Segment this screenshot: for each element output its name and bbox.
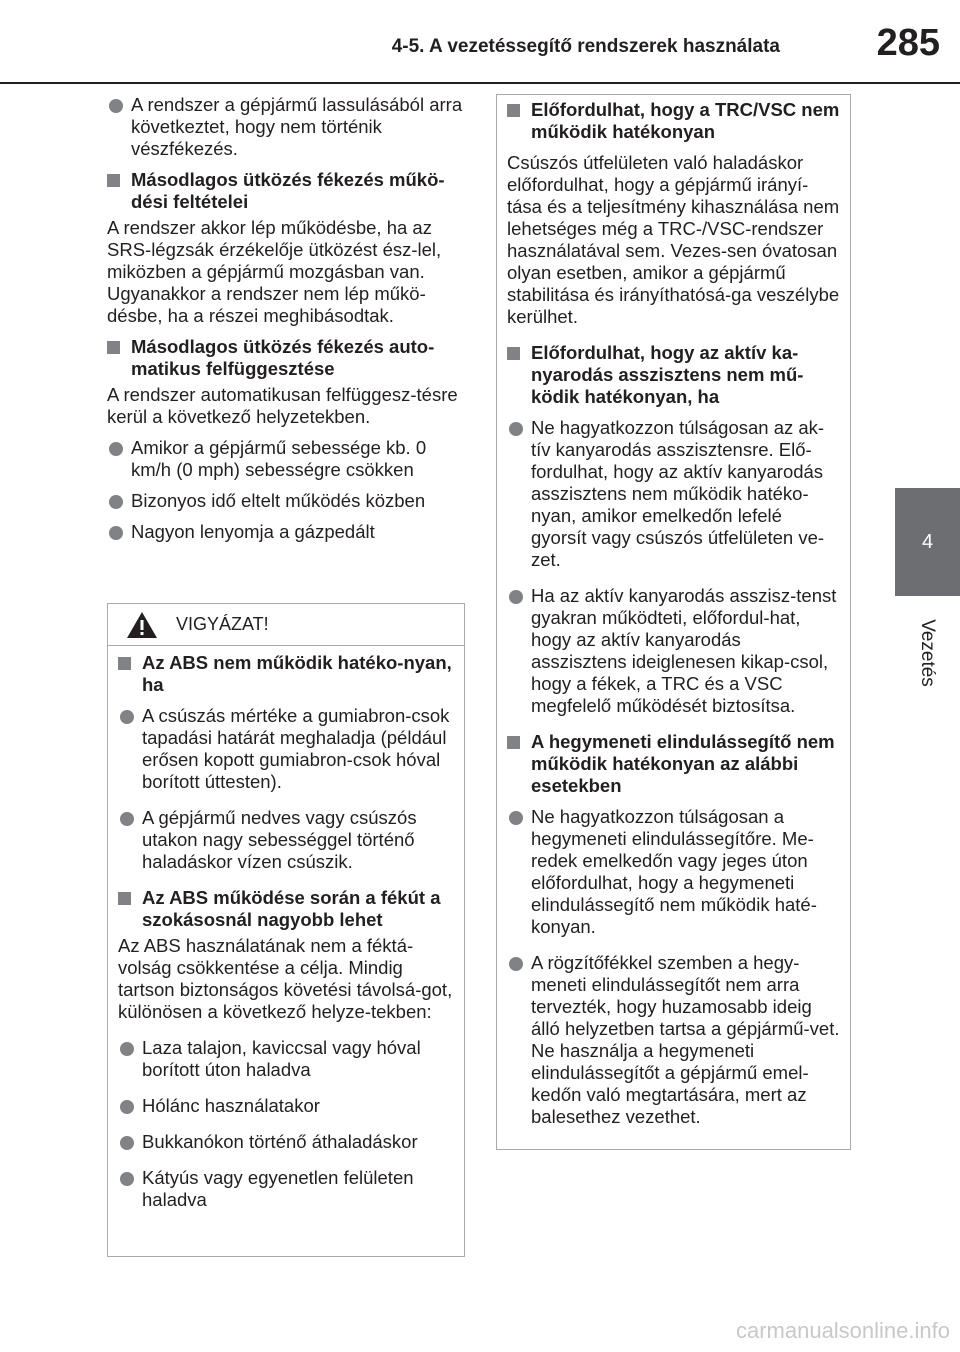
warning-title: VIGYÁZAT!: [176, 614, 269, 634]
list-item: Bizonyos idő eltelt működés közben: [107, 490, 469, 512]
header-rule: [0, 82, 960, 84]
chapter-number: 4: [921, 530, 934, 553]
list-item: A rögzítőfékkel szemben a hegy-meneti elindulássegítőt nem arra tervezték, hogy huzamosabb ideig álló helyzetben tartsa a gépjármű-vet. Ne használja a hegymeneti elindulássegítőt a gépjármű emel-kedőn való megtartására, mert az balesethez vezethet.: [507, 952, 840, 1128]
list-item: Nagyon lenyomja a gázpedált: [107, 521, 469, 543]
section-heading: Az ABS nem működik hatéko-nyan, ha: [118, 652, 454, 696]
list-item: A csúszás mértéke a gumiabron-csok tapadási határát meghaladja (például erősen kopott gumiabron-csok hóval borított úttesten).: [118, 705, 454, 793]
list-item: Amikor a gépjármű sebessége kb. 0 km/h (0 mph) sebességre csökken: [107, 437, 469, 481]
list-item: Ne hagyatkozzon túlságosan a hegymeneti elindulássegítőre. Me-redek emelkedőn vagy jeges úton előfordulhat, hogy a hegymeneti elindulássegítő nem működik haté-konyan.: [507, 806, 840, 938]
list-item: Hólánc használatakor: [118, 1095, 454, 1117]
chapter-tab: [895, 488, 960, 596]
section-heading: Előfordulhat, hogy az aktív ka-nyarodás asszisztens nem mű-ködik hatékonyan, ha: [507, 342, 840, 408]
chapter-label: [897, 603, 957, 703]
watermark: carmanualsonline.info: [735, 1318, 950, 1343]
chapter-label-text: Vezetés: [917, 619, 938, 687]
left-column: [107, 94, 469, 552]
page-header: [0, 0, 960, 90]
warning-body: [108, 646, 464, 1211]
section-title: 4-5. A vezetéssegítő rendszerek használata: [391, 36, 780, 57]
list-item: Bukkanókon történő áthaladáskor: [118, 1131, 454, 1153]
caution-box: [496, 94, 851, 1150]
list-item: Ne hagyatkozzon túlságosan az ak-tív kanyarodás asszisztensre. Elő-fordulhat, hogy az aktív kanyarodás asszisztens nem működik hatéko-nyan, amikor emelkedőn lefelé gyorsít vagy csúszós útfelületen ve-zet.: [507, 417, 840, 571]
list-item: A gépjármű nedves vagy csúszós utakon nagy sebességgel történő haladáskor vízen csúszik.: [118, 807, 454, 873]
paragraph: Csúszós útfelületen való haladáskor előfordulhat, hogy a gépjármű irányí-tása és a teljesítmény kihasználása nem lehetséges még a TRC-/VSC-rendszer használatával sem. Vezes-sen óvatosan olyan esetben, amikor a gépjármű stabilitása és irányíthatósá-ga veszélybe kerülhet.: [507, 152, 840, 327]
warning-box: [107, 603, 465, 1257]
section-heading: Másodlagos ütközés fékezés auto-matikus felfüggesztése: [107, 336, 469, 380]
section-heading: A hegymeneti elindulássegítő nem működik hatékonyan az alábbi esetekben: [507, 731, 840, 797]
section-heading: Előfordulhat, hogy a TRC/VSC nem működik hatékonyan: [507, 99, 840, 143]
list-item: A rendszer a gépjármű lassulásából arra következtet, hogy nem történik vészfékezés.: [107, 94, 469, 160]
page-number: 285: [876, 22, 940, 64]
list-item: Kátyús vagy egyenetlen felületen haladva: [118, 1167, 454, 1211]
paragraph: Ugyanakkor a rendszer nem lép műkö-désbe, ha a részei meghibásodtak.: [107, 283, 426, 326]
section-heading: Az ABS működése során a fékút a szokásosnál nagyobb lehet: [118, 887, 454, 931]
list-item: Laza talajon, kaviccsal vagy hóval borított úton haladva: [118, 1037, 454, 1081]
list-item: Ha az aktív kanyarodás asszisz-tenst gyakran működteti, előfordul-hat, hogy az aktív kanyarodás asszisztens ideiglenesen kikap-csol, hogy a fékek, a TRC és a VSC megfelelő működését biztosítsa.: [507, 585, 840, 717]
paragraph: A rendszer automatikusan felfüggesz-tésre kerül a következő helyzetekben.: [107, 384, 458, 427]
warning-triangle-icon: [126, 611, 158, 639]
paragraph: Az ABS használatának nem a féktá-volság csökkentése a célja. Mindig tartson biztonságos követési távolsá-got, különösen a következő helyze-tekben:: [118, 935, 453, 1022]
warning-header: [108, 604, 464, 646]
section-heading: Másodlagos ütközés fékezés műkö-dési feltételei: [107, 169, 469, 213]
paragraph: A rendszer akkor lép működésbe, ha az SRS-légzsák érzékelője ütközést ész-lel, miközben a gépjármű mozgásban van.: [107, 217, 442, 282]
